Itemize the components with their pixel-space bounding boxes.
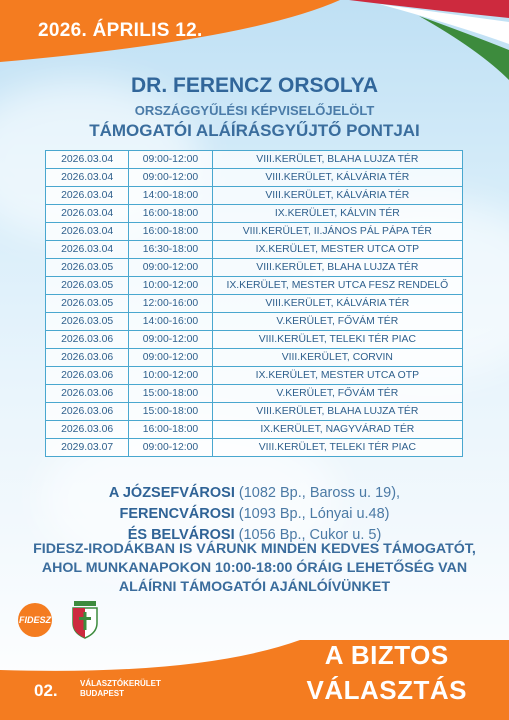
schedule-row — [46, 331, 463, 349]
schedule-time: 09:00-12:00 — [129, 151, 212, 169]
kdnp-shield-icon — [70, 601, 100, 639]
schedule-date: 2026.03.06 — [46, 367, 129, 385]
schedule-date: 2029.03.07 — [46, 439, 129, 457]
schedule-date: 2026.03.04 — [46, 187, 129, 205]
schedule-date: 2026.03.06 — [46, 421, 129, 439]
schedule-row — [46, 439, 463, 457]
schedule-row — [46, 295, 463, 313]
schedule-time: 09:00-12:00 — [129, 439, 212, 457]
schedule-time: 16:00-18:00 — [129, 223, 212, 241]
candidate-role: ORSZÁGGYŰLÉSI KÉPVISELŐJELÖLT — [134, 103, 375, 118]
schedule-date: 2026.03.06 — [46, 385, 129, 403]
schedule-row — [46, 259, 463, 277]
schedule-location: VIII.KERÜLET, BLAHA LUJZA TÉR — [212, 403, 462, 421]
schedule-date: 2026.03.04 — [46, 205, 129, 223]
schedule-location: VIII.KERÜLET, KÁLVÁRIA TÉR — [212, 187, 462, 205]
schedule-location: VIII.KERÜLET, TELEKI TÉR PIAC — [212, 331, 462, 349]
schedule-time: 09:00-12:00 — [129, 331, 212, 349]
invitation-line: ALÁÍRNI TÁMOGATÓI AJÁNLÓÍVÜNKET — [118, 579, 391, 595]
offices-list — [0, 483, 509, 546]
office-address: (1082 Bp., Baross u. 19), — [238, 485, 401, 501]
schedule-date: 2026.03.04 — [46, 151, 129, 169]
schedule-row — [46, 205, 463, 223]
event-date: 2026. ÁPRILIS 12. — [38, 20, 203, 41]
schedule-date: 2026.03.06 — [46, 349, 129, 367]
schedule-location: IX.KERÜLET, NAGYVÁRAD TÉR — [212, 421, 462, 439]
schedule-date: 2026.03.04 — [46, 223, 129, 241]
schedule-row — [46, 187, 463, 205]
schedule-location: V.KERÜLET, FŐVÁM TÉR — [212, 385, 462, 403]
candidate-name: DR. FERENCZ ORSOLYA — [131, 74, 378, 97]
schedule-row — [46, 367, 463, 385]
schedule-location: IX.KERÜLET, MESTER UTCA OTP — [212, 241, 462, 259]
schedule-time: 16:00-18:00 — [129, 205, 212, 223]
office-name: ÉS BELVÁROSI — [127, 527, 235, 543]
schedule-location: VIII.KERÜLET, TELEKI TÉR PIAC — [212, 439, 462, 457]
schedule-time: 14:00-18:00 — [129, 187, 212, 205]
schedule-time: 16:30-18:00 — [129, 241, 212, 259]
schedule-location: IX.KERÜLET, KÁLVIN TÉR — [212, 205, 462, 223]
schedule-time: 14:00-16:00 — [129, 313, 212, 331]
slogan-line: A BIZTOS — [324, 640, 449, 670]
schedule-location: VIII.KERÜLET, KÁLVÁRIA TÉR — [212, 169, 462, 187]
campaign-slogan — [307, 638, 468, 708]
schedule-row — [46, 241, 463, 259]
schedule-date: 2026.03.06 — [46, 403, 129, 421]
schedule-date: 2026.03.05 — [46, 313, 129, 331]
schedule-date: 2026.03.04 — [46, 169, 129, 187]
schedule-location: V.KERÜLET, FŐVÁM TÉR — [212, 313, 462, 331]
schedule-date: 2026.03.05 — [46, 259, 129, 277]
schedule-time: 16:00-18:00 — [129, 421, 212, 439]
hungarian-flag-ribbon-icon — [309, 0, 509, 80]
schedule-date: 2026.03.04 — [46, 241, 129, 259]
schedule-table — [45, 150, 463, 457]
schedule-time: 10:00-12:00 — [129, 277, 212, 295]
schedule-location: VIII.KERÜLET, II.JÁNOS PÁL PÁPA TÉR — [212, 223, 462, 241]
schedule-time: 12:00-16:00 — [129, 295, 212, 313]
district-label-line: BUDAPEST — [80, 689, 125, 698]
schedule-location: VIII.KERÜLET, KÁLVÁRIA TÉR — [212, 295, 462, 313]
schedule-row — [46, 421, 463, 439]
schedule-row — [46, 223, 463, 241]
schedule-location: VIII.KERÜLET, BLAHA LUJZA TÉR — [212, 259, 462, 277]
office-name: A JÓZSEFVÁROSI — [108, 485, 235, 501]
schedule-row — [46, 385, 463, 403]
schedule-date: 2026.03.05 — [46, 295, 129, 313]
schedule-location: VIII.KERÜLET, BLAHA LUJZA TÉR — [212, 151, 462, 169]
schedule-time: 15:00-18:00 — [129, 403, 212, 421]
schedule-location: IX.KERÜLET, MESTER UTCA FESZ RENDELŐ — [212, 277, 462, 295]
schedule-location: IX.KERÜLET, MESTER UTCA OTP — [212, 367, 462, 385]
schedule-date: 2026.03.05 — [46, 277, 129, 295]
schedule-row — [46, 169, 463, 187]
schedule-row — [46, 403, 463, 421]
fidesz-logo: FIDESZ — [18, 603, 52, 637]
schedule-location: VIII.KERÜLET, CORVIN — [212, 349, 462, 367]
district-label — [80, 679, 161, 699]
schedule-time: 09:00-12:00 — [129, 349, 212, 367]
office-line — [0, 483, 509, 504]
schedule-row — [46, 313, 463, 331]
schedule-row — [46, 151, 463, 169]
office-address: (1056 Bp., Cukor u. 5) — [238, 527, 382, 543]
schedule-time: 09:00-12:00 — [129, 169, 212, 187]
schedule-time: 09:00-12:00 — [129, 259, 212, 277]
schedule-row — [46, 349, 463, 367]
office-line — [0, 504, 509, 525]
section-heading: TÁMOGATÓI ALÁÍRÁSGYŰJTŐ PONTJAI — [89, 121, 420, 140]
invitation-line: AHOL MUNKANAPOKON 10:00-18:00 ÓRÁIG LEHETŐSÉG VAN — [41, 560, 468, 576]
office-name: FERENCVÁROSI — [119, 506, 235, 522]
schedule-time: 10:00-12:00 — [129, 367, 212, 385]
district-number: 02. — [34, 681, 58, 700]
schedule-date: 2026.03.06 — [46, 331, 129, 349]
invitation-text — [0, 540, 509, 597]
slogan-line: VÁLASZTÁS — [306, 675, 467, 705]
invitation-line: FIDESZ-IRODÁKBAN IS VÁRUNK MINDEN KEDVES TÁMOGATÓT, — [33, 541, 476, 557]
office-address: (1093 Bp., Lónyai u.48) — [238, 506, 390, 522]
schedule-row — [46, 277, 463, 295]
district-label-line: VÁLASZTÓKERÜLET — [80, 679, 161, 688]
schedule-time: 15:00-18:00 — [129, 385, 212, 403]
